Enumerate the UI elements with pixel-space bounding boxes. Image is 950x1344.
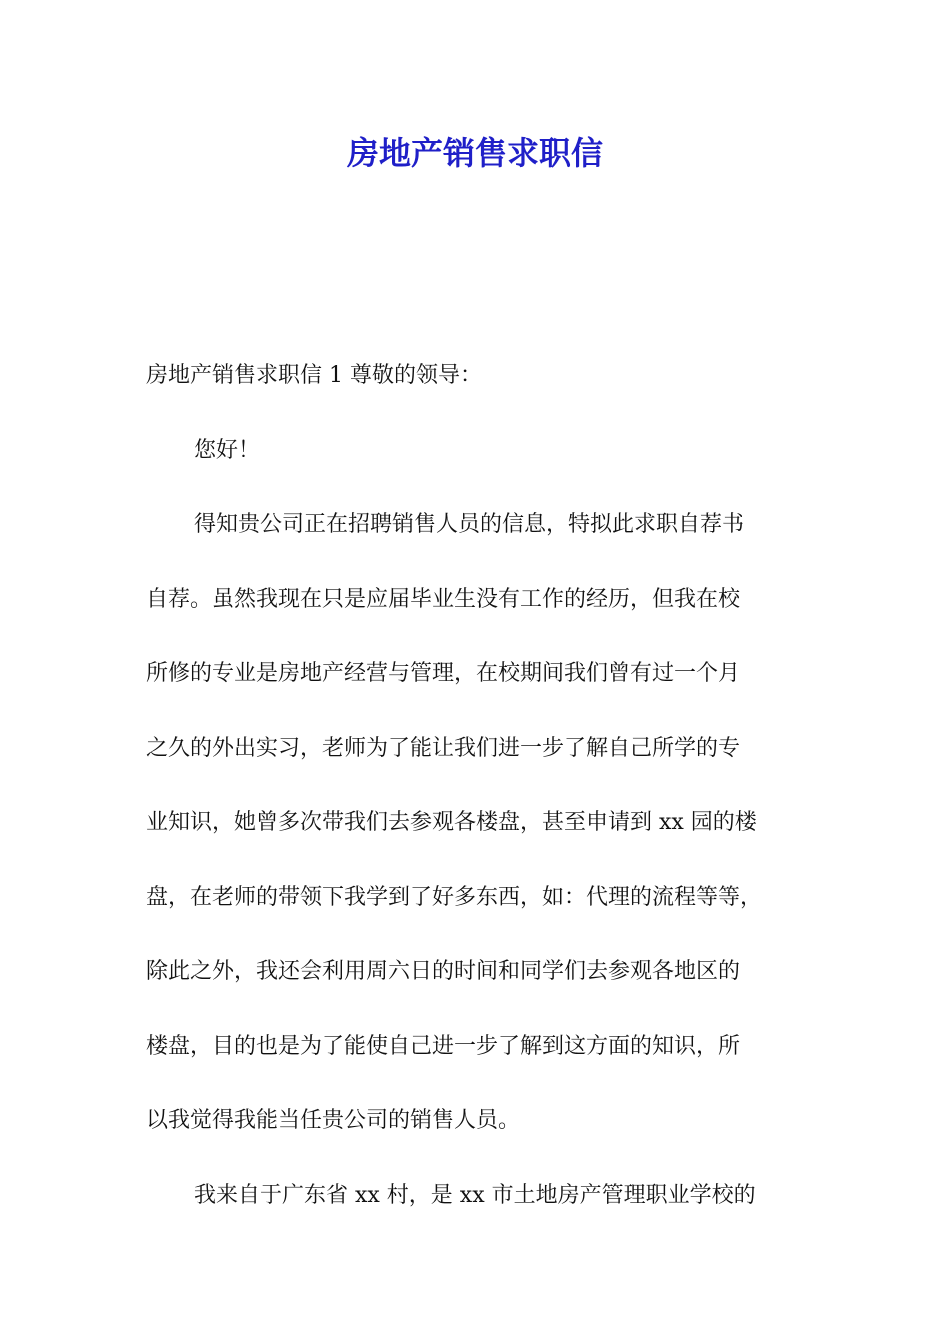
paragraph-line: 所修的专业是房地产经营与管理，在校期间我们曾有过一个月 (146, 661, 741, 686)
paragraph-line: 以我觉得我能当任贵公司的销售人员。 (146, 1108, 521, 1133)
paragraph-line: 业知识，她曾多次带我们去参观各楼盘，甚至申请到 xx 园的楼 (146, 810, 757, 835)
salutation-line: 房地产销售求职信 1 尊敬的领导： (146, 363, 482, 388)
paragraph-line: 除此之外，我还会利用周六日的时间和同学们去参观各地区的 (146, 959, 741, 984)
greeting-line: 您好！ (194, 437, 261, 463)
paragraph-line: 盘，在老师的带领下我学到了好多东西，如：代理的流程等等， (146, 884, 763, 910)
paragraph-line: 得知贵公司正在招聘销售人员的信息，特拟此求职自荐书 (194, 512, 745, 537)
paragraph-line: 楼盘，目的也是为了能使自己进一步了解到这方面的知识，所 (146, 1033, 741, 1059)
document-title: 房地产销售求职信 (346, 134, 603, 172)
document-body (146, 339, 831, 1233)
paragraph-line: 之久的外出实习，老师为了能让我们进一步了解自己所学的专 (146, 735, 741, 761)
paragraph-line: 我来自于广东省 xx 村，是 xx 市土地房产管理职业学校的 (194, 1182, 756, 1208)
paragraph-line: 自荐。虽然我现在只是应届毕业生没有工作的经历，但我在校 (146, 586, 741, 612)
